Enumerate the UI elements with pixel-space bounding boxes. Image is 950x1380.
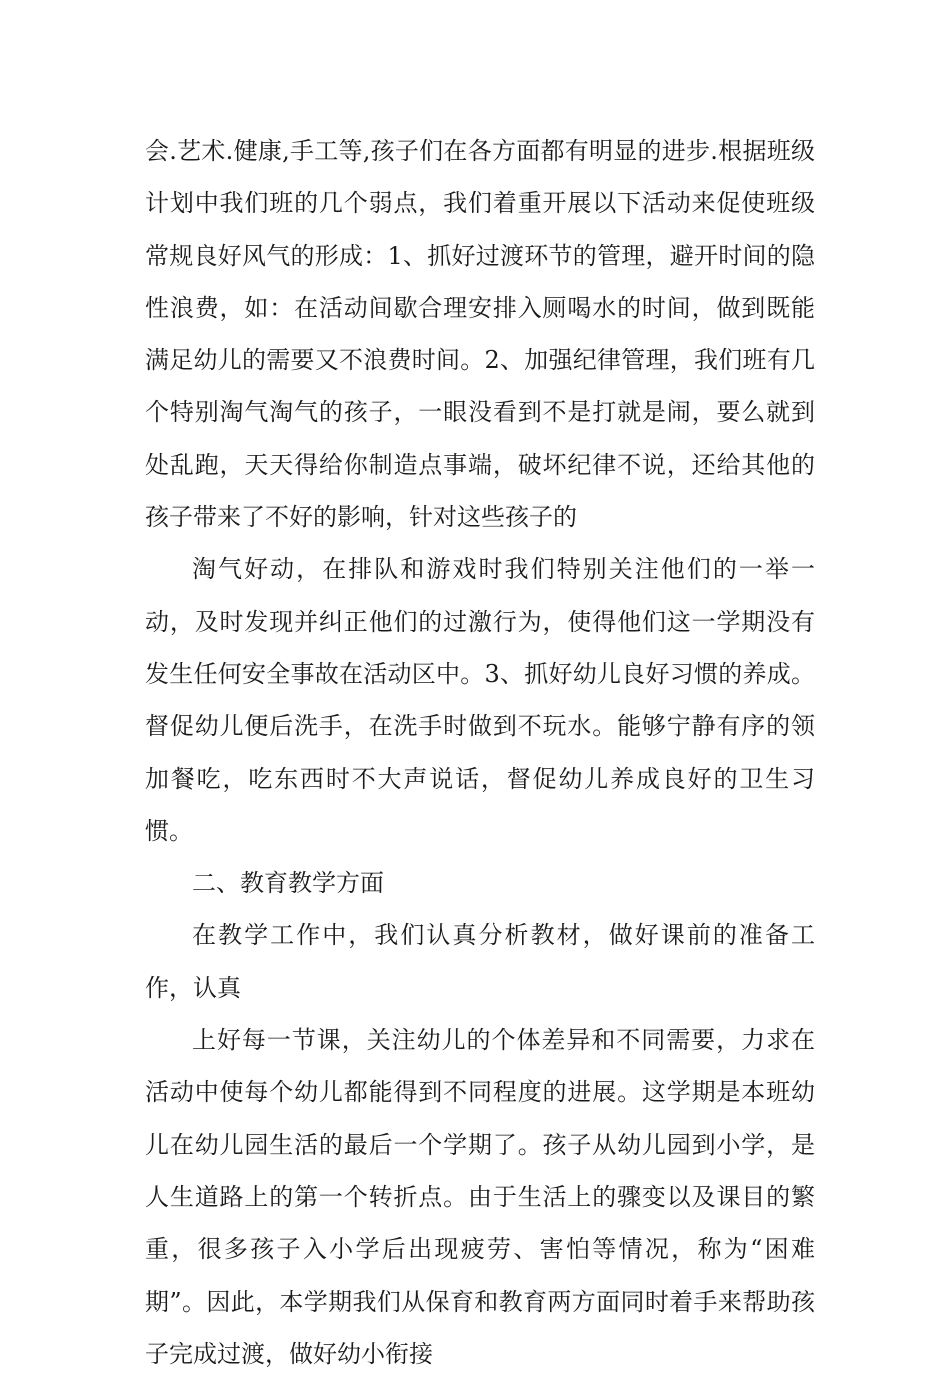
- paragraph-transition: 上好每一节课，关注幼儿的个体差异和不同需要，力求在活动中使每个幼儿都能得到不同程度的进展。这学期是本班幼儿在幼儿园生活的最后一个学期了。孩子从幼儿园到小学，是人生道路上的第一个转折点。由于生活上的骤变以及课目的繁重，很多孩子入小学后出现疲劳、害怕等情况，称为“困难期”。因此，本学期我们从保育和教育两方面同时着手来帮助孩子完成过渡，做好幼小衔接: [145, 1026, 815, 1368]
- document-body: [145, 125, 815, 1380]
- section-heading-education: 二、教育教学方面: [192, 869, 384, 898]
- paragraph-class-routine: 会.艺术.健康,手工等,孩子们在各方面都有明显的进步.根据班级计划中我们班的几个弱点，我们着重开展以下活动来促使班级常规良好风气的形成：1、抓好过渡环节的管理，避开时间的隐性浪费，如：在活动间歇合理安排入厕喝水的时间，做到既能满足幼儿的需要又不浪费时间。2、加强纪律管理，我们班有几个特别淘气淘气的孩子，一眼没看到不是打就是闹，要么就到处乱跑，天天得给你制造点事端，破坏纪律不说，还给其他的孩子带来了不好的影响，针对这些孩子的: [145, 137, 815, 532]
- paragraph-teaching-work: 在教学工作中，我们认真分析教材，做好课前的准备工作，认真: [145, 921, 815, 1002]
- paragraph-discipline: 淘气好动，在排队和游戏时我们特别关注他们的一举一动，及时发现并纠正他们的过激行为，使得他们这一学期没有发生任何安全事故在活动区中。3、抓好幼儿良好习惯的养成。督促幼儿便后洗手，在洗手时做到不玩水。能够宁静有序的领加餐吃，吃东西时不大声说话，督促幼儿养成良好的卫生习惯。: [145, 555, 815, 845]
